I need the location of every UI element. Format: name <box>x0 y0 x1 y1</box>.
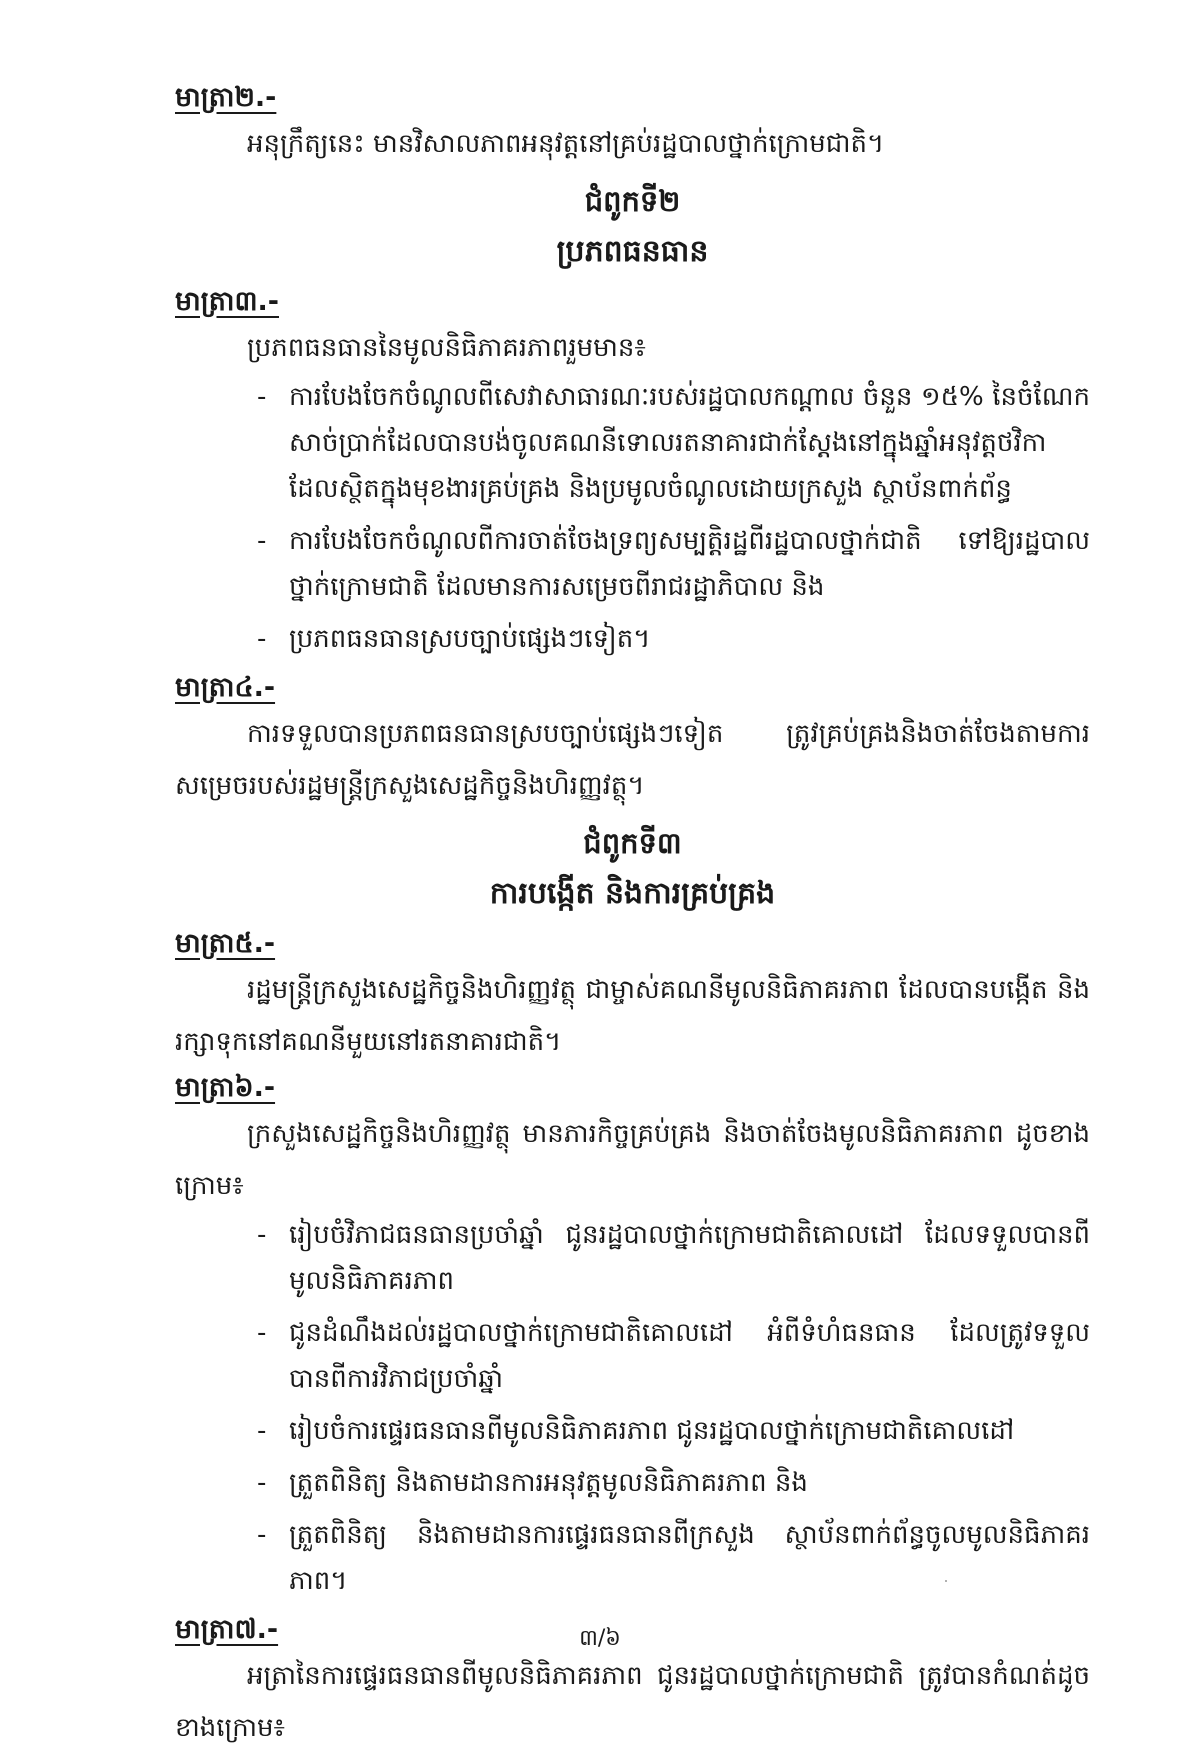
article-3 <box>175 282 1090 662</box>
list-item-text: ជូនដំណឹងដល់រដ្ឋបាលថ្នាក់ក្រោមជាតិគោលដៅ អំពីទំហំធនធាន ដែលត្រូវទទួលបានពីការវិភាជប្រចាំឆ្នាំ <box>289 1318 1090 1394</box>
bullet-dash: - <box>257 1416 267 1446</box>
chapter-3-title: ការបង្កើត និងការគ្រប់គ្រង <box>489 876 776 911</box>
article-3-text: ប្រភពធនធាននៃមូលនិធិភាគរភាពរួមមាន៖ <box>247 333 646 363</box>
article-6-heading: មាត្រា៦.- <box>175 1072 276 1103</box>
article-2-heading: មាត្រា២.- <box>175 82 277 113</box>
list-item <box>257 616 1090 662</box>
list-item-text: ប្រភពធនធានស្របច្បាប់ផ្សេងៗទៀត។ <box>289 624 651 654</box>
chapter-2-heading <box>175 176 1090 278</box>
chapter-2-title: ប្រភពធនធាន <box>556 234 709 269</box>
list-item-text: រៀបចំវិភាជធនធានប្រចាំឆ្នាំ ជូនរដ្ឋបាលថ្នាក់ក្រោមជាតិគោលដៅ ដែលទទួលបានពីមូលនិធិភាគរភាព <box>289 1220 1090 1296</box>
chapter-2-label: ជំពូកទី២ <box>584 184 681 218</box>
bullet-dash: - <box>257 526 267 556</box>
bullet-dash: - <box>257 1220 267 1250</box>
list-item <box>257 518 1090 610</box>
article-4-heading: មាត្រា៤.- <box>175 672 276 703</box>
article-4 <box>175 668 1090 812</box>
article-3-list <box>175 374 1090 662</box>
list-item <box>257 1310 1090 1402</box>
list-item-text: រៀបចំការផ្ទេរធនធានពីមូលនិធិភាគរភាព ជូនរដ្ឋបាលថ្នាក់ក្រោមជាតិគោលដៅ <box>289 1416 1015 1446</box>
article-6-text: ក្រសួងសេដ្ឋកិច្ចនិងហិរញ្ញវត្ថុ មានភារកិច្ចគ្រប់គ្រង និងចាត់ចែងមូលនិធិភាគរភាព ដូចខាងក្រោម៖ <box>175 1119 1090 1201</box>
list-item-text: ត្រួតពិនិត្យ និងតាមដានការផ្ទេរធនធានពីក្រសួង ស្ថាប័នពាក់ព័ន្ធចូលមូលនិធិភាគរភាព។ <box>289 1520 1090 1596</box>
bullet-dash: - <box>257 382 267 412</box>
scan-speck <box>945 1580 947 1582</box>
chapter-3-heading <box>175 818 1090 920</box>
list-item-text: ការបែងចែកចំណូលពីការចាត់ចែងទ្រព្យសម្បត្តិរដ្ឋពីរដ្ឋបាលថ្នាក់ជាតិ ទៅឱ្យរដ្ឋបាលថ្នាក់ក្រោមជាតិ ដែលមានការសម្រេចពីរាជរដ្ឋាភិបាល និង <box>289 526 1090 602</box>
article-6-list <box>175 1212 1090 1604</box>
article-3-heading: មាត្រា៣.- <box>175 286 279 317</box>
list-item <box>257 374 1090 512</box>
article-7-heading: មាត្រា៧.- <box>175 1614 279 1645</box>
article-2-text: អនុក្រឹត្យនេះ មានវិសាលភាពអនុវត្តនៅគ្រប់រដ្ឋបាលថ្នាក់ក្រោមជាតិ។ <box>247 129 885 159</box>
list-item <box>257 1460 1090 1506</box>
article-2 <box>175 78 1090 170</box>
list-item-text: ការបែងចែកចំណូលពីសេវាសាធារណៈរបស់រដ្ឋបាលកណ្ដាល ចំនួន ១៥% នៃចំណែកសាច់ប្រាក់ដែលបានបង់ចូលគណនីទោលរតនាគារជាក់ស្ដែងនៅក្នុងឆ្នាំអនុវត្តថវិកា ដែលស្ថិតក្នុងមុខងារគ្រប់គ្រង និងប្រមូលចំណូលដោយក្រសួង ស្ថាប័នពាក់ព័ន្ធ <box>289 382 1090 504</box>
list-item <box>257 1408 1090 1454</box>
page-number: ៣/៦ <box>579 1626 621 1651</box>
article-5-heading: មាត្រា៥.- <box>175 928 276 959</box>
list-item <box>257 1212 1090 1304</box>
article-5-text: រដ្ឋមន្ត្រីក្រសួងសេដ្ឋកិច្ចនិងហិរញ្ញវត្ថុ ជាម្ចាស់គណនីមូលនិធិភាគរភាព ដែលបានបង្កើត និងរក្សាទុកនៅគណនីមួយនៅរតនាគារជាតិ។ <box>175 975 1090 1057</box>
list-item-text: ត្រួតពិនិត្យ និងតាមដានការអនុវត្តមូលនិធិភាគរភាព និង <box>289 1468 808 1498</box>
bullet-dash: - <box>257 624 267 654</box>
bullet-dash: - <box>257 1468 267 1498</box>
article-5 <box>175 924 1090 1068</box>
article-7-text: អត្រានៃការផ្ទេរធនធានពីមូលនិធិភាគរភាព ជូនរដ្ឋបាលថ្នាក់ក្រោមជាតិ ត្រូវបានកំណត់ដូចខាងក្រោម៖ <box>175 1661 1090 1743</box>
article-6 <box>175 1068 1090 1604</box>
article-4-text: ការទទួលបានប្រភពធនធានស្របច្បាប់ផ្សេងៗទៀត ត្រូវគ្រប់គ្រងនិងចាត់ចែងតាមការសម្រេចរបស់រដ្ឋមន្ត្រីក្រសួងសេដ្ឋកិច្ចនិងហិរញ្ញវត្ថុ។ <box>175 719 1090 801</box>
bullet-dash: - <box>257 1318 267 1348</box>
chapter-3-label: ជំពូកទី៣ <box>583 826 682 860</box>
bullet-dash: - <box>257 1520 267 1550</box>
list-item <box>257 1512 1090 1604</box>
